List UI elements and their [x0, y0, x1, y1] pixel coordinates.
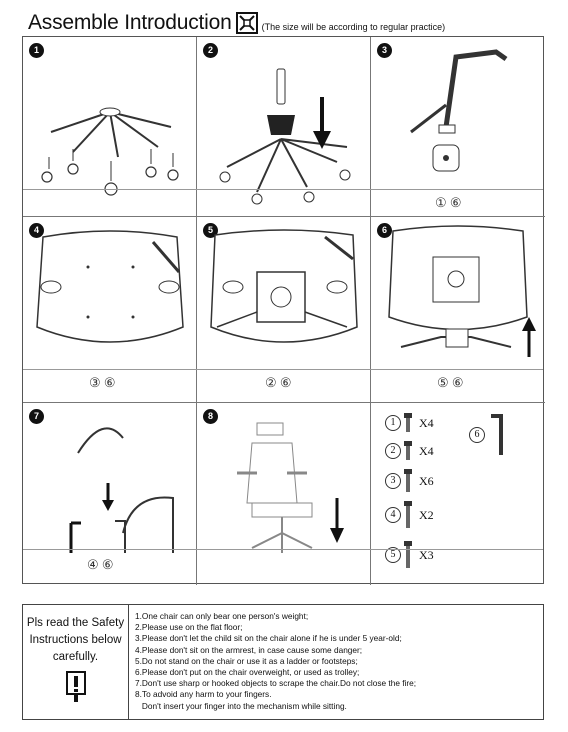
gas-lift-illustration — [197, 47, 371, 207]
part-2 — [385, 441, 434, 461]
step-number: 1 — [29, 43, 44, 58]
part-quantity: X6 — [419, 473, 434, 488]
step-number: 2 — [203, 43, 218, 58]
page-header — [28, 6, 445, 36]
part-number: 5 — [385, 547, 401, 563]
mechanism-install-illustration — [197, 217, 371, 367]
safety-item: 2.Please use on the flat floor; — [135, 622, 243, 633]
step-caption: ④ ⑥ — [87, 557, 114, 572]
bolt-icon — [403, 441, 413, 461]
part-number: 3 — [385, 473, 401, 489]
part-3 — [385, 469, 434, 493]
assembly-box-icon — [236, 12, 258, 34]
step-1-panel — [23, 37, 197, 217]
part-quantity: X3 — [419, 547, 434, 562]
assembled-chair-illustration — [197, 403, 371, 553]
part-1 — [385, 413, 434, 433]
part-5 — [385, 541, 434, 569]
bolt-icon — [403, 413, 413, 433]
chair-base-illustration — [23, 57, 197, 207]
row-divider — [23, 369, 543, 370]
back-install-illustration — [371, 217, 545, 367]
safety-item: 6.Please don't put on the chair overweight, or used as trolley; — [135, 667, 360, 678]
safety-item: 7.Don't use sharp or hooked objects to scrape the chair.Do not close the fire; — [135, 678, 417, 689]
step-4-panel — [23, 217, 197, 403]
step-8-panel — [197, 403, 371, 585]
part-quantity: X2 — [419, 507, 434, 522]
parts-panel — [371, 403, 545, 585]
row-divider — [23, 189, 543, 190]
safety-list — [135, 611, 539, 712]
assembly-steps-grid — [22, 36, 544, 584]
seat-underside-illustration — [23, 217, 197, 367]
bolt-icon — [403, 501, 413, 529]
step-6-panel — [371, 217, 545, 403]
step-number: 5 — [203, 223, 218, 238]
warning-exclamation-icon — [65, 670, 87, 704]
safety-item: 5.Do not stand on the chair or use it as a ladder or footsteps; — [135, 655, 358, 666]
step-5-panel — [197, 217, 371, 403]
part-4 — [385, 501, 434, 529]
safety-item: 1.One chair can only bear one person's weight; — [135, 611, 309, 621]
step-caption: ① ⑥ — [435, 195, 462, 210]
safety-header — [23, 605, 129, 719]
page-title: Assemble Introduction — [28, 11, 232, 34]
part-number: 4 — [385, 507, 401, 523]
step-number: 4 — [29, 223, 44, 238]
part-quantity: X4 — [419, 443, 434, 458]
part-6 — [469, 413, 507, 457]
step-2-panel — [197, 37, 371, 217]
allen-key-icon — [487, 413, 507, 457]
headrest-install-illustration — [23, 403, 197, 553]
step-number: 6 — [377, 223, 392, 238]
safety-item: 3.Please don't let the child sit on the chair alone if he is under 5 year-old; — [135, 633, 402, 644]
page-subtitle: (The size will be according to regular practice) — [261, 22, 446, 32]
part-number: 2 — [385, 443, 401, 459]
step-caption: ③ ⑥ — [89, 375, 116, 390]
safety-item: 8.To advoid any harm to your fingers. — [135, 689, 272, 700]
step-caption: ② ⑥ — [265, 375, 292, 390]
safety-title: Pls read the Safety Instructions below carefully. — [26, 617, 125, 663]
backrest-bracket-illustration — [371, 37, 545, 187]
bolt-icon — [403, 541, 413, 569]
step-3-panel — [371, 37, 545, 217]
safety-instructions — [22, 604, 544, 720]
step-number: 8 — [203, 409, 218, 424]
part-quantity: X4 — [419, 415, 434, 430]
bolt-icon — [403, 469, 413, 493]
step-number: 7 — [29, 409, 44, 424]
row-divider — [23, 549, 543, 550]
part-number: 1 — [385, 415, 401, 431]
step-number: 3 — [377, 43, 392, 58]
safety-item: Don't insert your finger into the mechanism while sitting. — [135, 700, 347, 711]
step-caption: ⑤ ⑥ — [437, 375, 464, 390]
safety-item: 4.Please don't sit on the armrest, in case cause some danger; — [135, 644, 363, 655]
part-number: 6 — [469, 427, 485, 443]
